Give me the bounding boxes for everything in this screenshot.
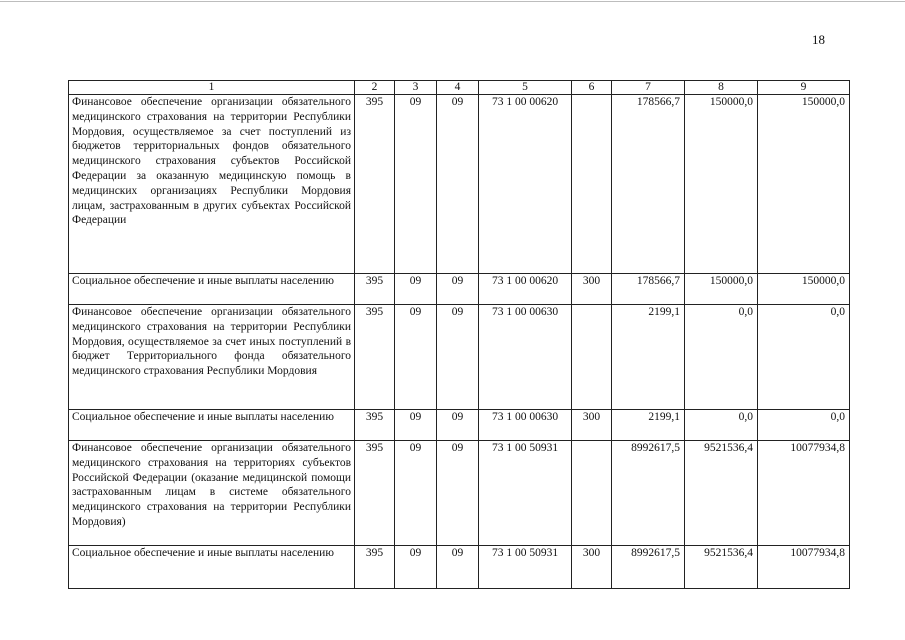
row-expense-type [572,441,612,546]
table-row [69,410,850,441]
row-description: Финансовое обеспечение организации обязательного медицинского страхования на территориях субъектов Российской Федерации (оказание медицинской помощи застрахованным лицам в системе обязательного медицинского страхования на территории Республики Мордовия) [69,441,355,546]
row-code: 395 [355,410,395,441]
row-expense-type [572,305,612,410]
table-row [69,441,850,546]
page-number: 18 [812,32,825,47]
row-target: 73 1 00 00620 [479,95,572,274]
row-description: Финансовое обеспечение организации обязательного медицинского страхования на территории Республики Мордовия, осуществляемое за счет поступлений из бюджетов территориальных фондов обязательного медицинского страхования субъектов Российской Федерации за оказанную медицинскую помощь в медицинских организациях Республики Мордовия лицам, застрахованным в других субъектах Российской Федерации [69,95,355,274]
row-subsection: 09 [437,441,479,546]
table-row [69,95,850,274]
column-header: 8 [685,81,758,95]
row-amount-2: 0,0 [685,305,758,410]
row-description: Социальное обеспечение и иные выплаты населению [69,546,355,589]
row-code: 395 [355,305,395,410]
row-section: 09 [395,546,437,589]
row-amount-3: 0,0 [758,410,850,441]
row-code: 395 [355,546,395,589]
column-header: 7 [612,81,685,95]
row-amount-1: 2199,1 [612,410,685,441]
row-amount-2: 9521536,4 [685,441,758,546]
row-expense-type: 300 [572,410,612,441]
table-row [69,274,850,305]
row-amount-1: 8992617,5 [612,546,685,589]
row-target: 73 1 00 50931 [479,546,572,589]
row-target: 73 1 00 50931 [479,441,572,546]
column-header: 6 [572,81,612,95]
row-amount-1: 8992617,5 [612,441,685,546]
row-subsection: 09 [437,95,479,274]
row-code: 395 [355,95,395,274]
row-amount-1: 178566,7 [612,95,685,274]
row-target: 73 1 00 00630 [479,305,572,410]
row-section: 09 [395,95,437,274]
row-target: 73 1 00 00630 [479,410,572,441]
table-header-row [69,81,850,95]
row-description: Финансовое обеспечение организации обязательного медицинского страхования на территории Республики Мордовия, осуществляемое за счет иных поступлений в бюджет Территориального фонда обязательного медицинского страхования Республики Мордовия [69,305,355,410]
column-header: 4 [437,81,479,95]
table-row [69,546,850,589]
row-code: 395 [355,441,395,546]
row-amount-2: 9521536,4 [685,546,758,589]
row-amount-2: 150000,0 [685,95,758,274]
row-amount-2: 0,0 [685,410,758,441]
row-amount-3: 0,0 [758,305,850,410]
row-section: 09 [395,305,437,410]
row-expense-type: 300 [572,274,612,305]
row-target: 73 1 00 00620 [479,274,572,305]
row-amount-3: 150000,0 [758,95,850,274]
row-subsection: 09 [437,305,479,410]
row-amount-1: 2199,1 [612,305,685,410]
row-section: 09 [395,441,437,546]
column-header: 3 [395,81,437,95]
row-code: 395 [355,274,395,305]
row-amount-3: 10077934,8 [758,441,850,546]
row-amount-3: 150000,0 [758,274,850,305]
column-header: 1 [69,81,355,95]
row-amount-2: 150000,0 [685,274,758,305]
table-row [69,305,850,410]
scan-edge-line [0,1,905,2]
row-amount-3: 10077934,8 [758,546,850,589]
row-section: 09 [395,410,437,441]
budget-table [68,80,850,589]
row-amount-1: 178566,7 [612,274,685,305]
column-header: 9 [758,81,850,95]
row-expense-type [572,95,612,274]
row-subsection: 09 [437,410,479,441]
column-header: 2 [355,81,395,95]
column-header: 5 [479,81,572,95]
row-description: Социальное обеспечение и иные выплаты населению [69,274,355,305]
row-section: 09 [395,274,437,305]
row-subsection: 09 [437,546,479,589]
row-description: Социальное обеспечение и иные выплаты населению [69,410,355,441]
row-subsection: 09 [437,274,479,305]
row-expense-type: 300 [572,546,612,589]
